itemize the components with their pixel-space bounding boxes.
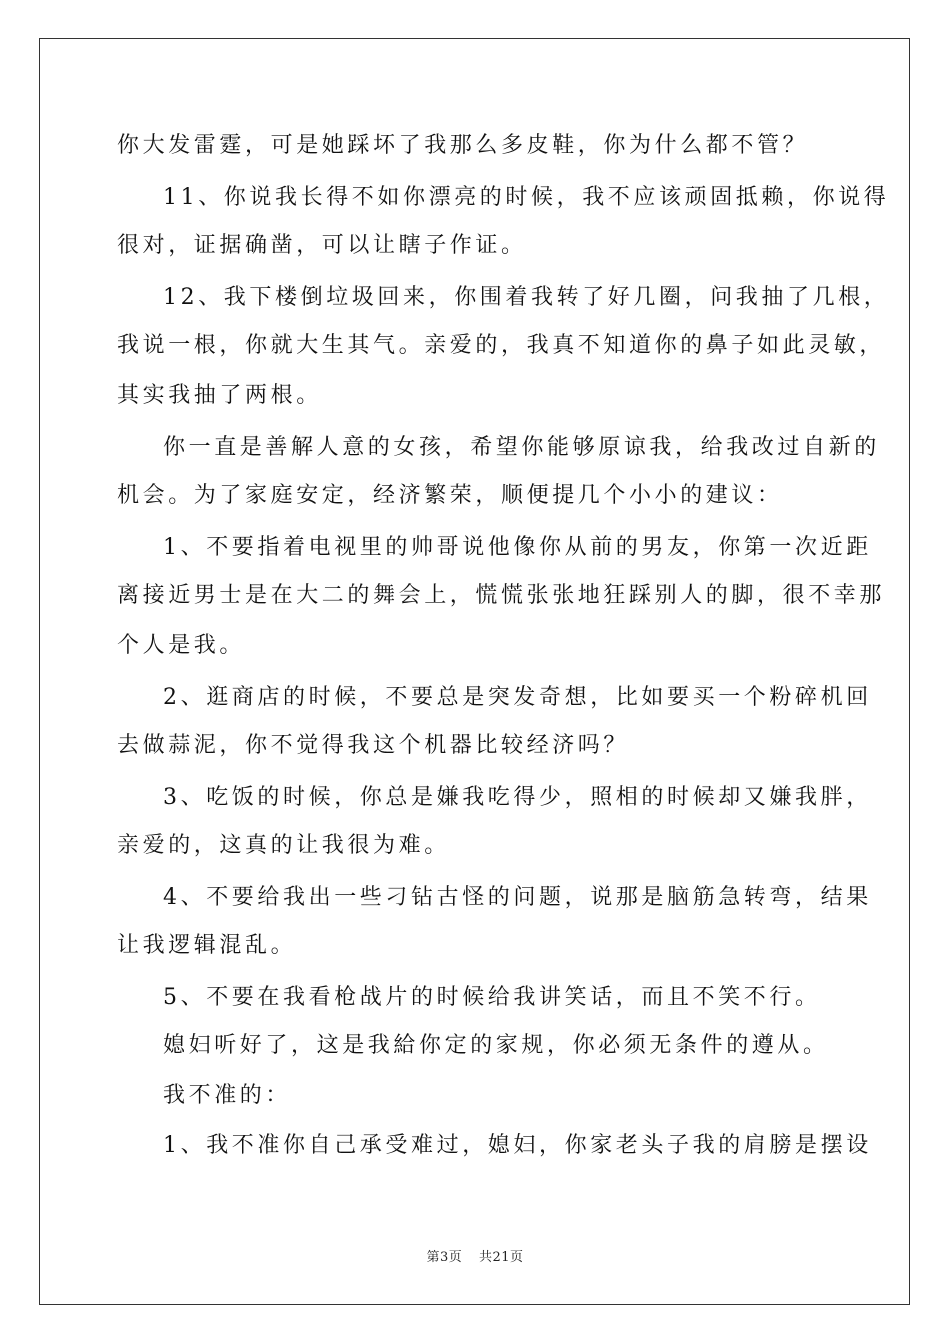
- text-line: 机会。为了家庭安定，经济繁荣，顺便提几个小小的建议：: [117, 483, 783, 508]
- text-line: 3、吃饭的时候，你总是嫌我吃得少，照相的时候却又嫌我胖，: [163, 785, 872, 810]
- text-line: 离接近男士是在大二的舞会上，慌慌张张地狂踩别人的脚，很不幸那: [117, 583, 886, 608]
- text-line: 其实我抽了两根。: [117, 383, 322, 408]
- text-line: 个人是我。: [117, 633, 246, 658]
- text-line: 5、不要在我看枪战片的时候给我讲笑话，而且不笑不行。: [163, 985, 821, 1010]
- text-line: 媳妇听好了，这是我給你定的家规，你必须无条件的遵从。: [163, 1033, 829, 1058]
- text-line: 1、我不准你自己承受难过，媳妇，你家老头子我的肩膀是摆设: [163, 1133, 872, 1158]
- page-total: 共21页: [478, 1250, 524, 1265]
- text-line: 11、你说我长得不如你漂亮的时候，我不应该顽固抵赖，你说得: [163, 185, 890, 210]
- text-line: 你一直是善解人意的女孩，希望你能够原谅我，给我改过自新的: [163, 435, 880, 460]
- text-line: 2、逛商店的时候，不要总是突发奇想，比如要买一个粉碎机回: [163, 685, 872, 710]
- text-line: 我不准的：: [163, 1083, 292, 1108]
- page-footer: [0, 1246, 950, 1265]
- text-line: 让我逻辑混乱。: [117, 933, 297, 958]
- text-line: 去做蒜泥，你不觉得我这个机器比较经济吗？: [117, 733, 630, 758]
- text-line: 很对，证据确凿，可以让瞎子作证。: [117, 233, 527, 258]
- text-line: 12、我下楼倒垃圾回来，你围着我转了好几圈，问我抽了几根，: [163, 285, 890, 310]
- text-line: 4、不要给我出一些刁钻古怪的问题，说那是脑筋急转弯，结果: [163, 885, 872, 910]
- text-line: 亲爱的，这真的让我很为难。: [117, 833, 450, 858]
- text-line: 1、不要指着电视里的帅哥说他像你从前的男友，你第一次近距: [163, 535, 872, 560]
- text-line: 我说一根，你就大生其气。亲爱的，我真不知道你的鼻子如此灵敏，: [117, 333, 886, 358]
- page-number: 第3页: [426, 1250, 463, 1265]
- text-line: 你大发雷霆，可是她踩坏了我那么多皮鞋，你为什么都不管？: [117, 133, 809, 158]
